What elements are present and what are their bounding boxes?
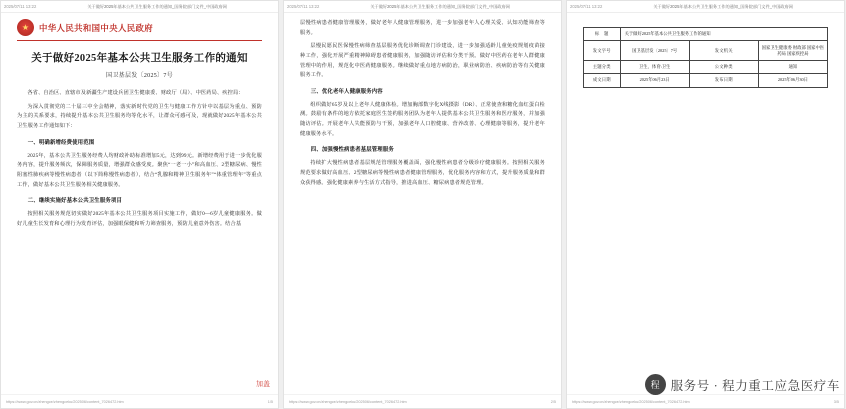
page-1-content bbox=[1, 13, 278, 394]
meta-value: 卫生、体育\卫生 bbox=[620, 60, 689, 73]
meta-value: 通知 bbox=[758, 60, 827, 73]
browser-tab-bar-1 bbox=[1, 1, 278, 13]
watermark-text: 服务号 · 程力重工应急医疗车 bbox=[670, 378, 840, 393]
tab-title-3: 关于做好2025年基本公共卫生服务工作的通知_国务院部门文件_中国政府网 bbox=[653, 3, 793, 9]
footer-url-2: https://www.gov.cn/zhengce/zhengceku/202506/content_7026472.htm bbox=[289, 399, 407, 404]
document-metadata-table bbox=[583, 27, 828, 88]
table-row bbox=[584, 60, 828, 73]
footer-page-number-1: 1/5 bbox=[267, 399, 273, 404]
paragraph: 层慢性病患者健康管理服务，做好老年人健康管理服务，进一步加强老年人心理关爱、认知功能筛查等服务。 bbox=[300, 20, 545, 36]
meta-value: 国家卫生健康委 财政部 国家中医药局 国家疾控局 bbox=[758, 41, 827, 60]
meta-value: 国卫基层发〔2025〕7号 bbox=[620, 41, 689, 60]
timestamp-2: 2025/07/11 13:22 bbox=[287, 4, 320, 9]
meta-value: 2025年06月23日 bbox=[620, 74, 689, 87]
meta-value: 关于做好2025年基本公共卫生服务工作的通知 bbox=[620, 28, 827, 41]
table-row bbox=[584, 74, 828, 87]
tab-title-2: 关于做好2025年基本公共卫生服务工作的通知_国务院部门文件_中国政府网 bbox=[370, 3, 510, 9]
gov-name-label: 中华人民共和国中央人民政府 bbox=[39, 23, 154, 33]
document-page-1[interactable] bbox=[0, 0, 279, 409]
document-title: 关于做好2025年基本公共卫生服务工作的通知 bbox=[31, 53, 248, 64]
page-3-content bbox=[567, 13, 844, 394]
meta-label: 发文机关 bbox=[689, 41, 758, 60]
gov-masthead bbox=[17, 19, 262, 41]
footer-page-number-3: 3/5 bbox=[833, 399, 839, 404]
section-heading: 三、优化老年人健康服务内容 bbox=[310, 88, 383, 95]
page-footer-2 bbox=[284, 394, 561, 408]
paragraph: 为深入贯彻党的二十届三中全会精神，落实新时代党的卫生与健康工作方针中以基层为重点、预防为主的关系要求，持续提升基本公共卫生服务均等化水平，让群众可感可及，现就做好2025年基本公共卫生服务工作通知如下： bbox=[17, 103, 262, 130]
tab-title-1: 关于做好2025年基本公共卫生服务工作的通知_国务院部门文件_中国政府网 bbox=[87, 3, 227, 9]
document-page-2[interactable] bbox=[283, 0, 562, 409]
page-2-content bbox=[284, 13, 561, 394]
footer-url-1: https://www.gov.cn/zhengce/zhengceku/202506/content_7026472.htm bbox=[6, 399, 124, 404]
national-emblem-icon: ★ bbox=[17, 19, 34, 36]
meta-label: 标 题 bbox=[584, 28, 621, 41]
meta-label: 主题分类 bbox=[584, 60, 621, 73]
meta-label: 公文种类 bbox=[689, 60, 758, 73]
seal-mark: 加盖 bbox=[256, 379, 270, 388]
timestamp-3: 2025/07/11 13:22 bbox=[570, 4, 603, 9]
browser-tab-bar-2 bbox=[284, 1, 561, 13]
section-heading: 四、加强慢性病患者基层管理服务 bbox=[310, 147, 394, 154]
table-row bbox=[584, 41, 828, 60]
paragraph: 各省、自治区、直辖市及新疆生产建设兵团卫生健康委、财政厅（局）、中医药局、疾控局： bbox=[27, 90, 244, 97]
page-footer-3 bbox=[567, 394, 844, 408]
page-footer-1 bbox=[1, 394, 278, 408]
paragraph: 层慢民愿民医保慢性病筛查基层服务优化诊断调查门诊建设，进一步加强适龄儿童免疫规划疫苗接种工作，强化开展严重精神障碍患者健康服务，加强随访评估和分类干预。做好中医药在老年人群健康管理中的作用，规范化中医药健康服务。继续做好重点地方病防治，职业病防治、疾病防治等有关健康服务工作。 bbox=[300, 43, 545, 79]
meta-label: 成文日期 bbox=[584, 74, 621, 87]
document-number: 国卫基层发〔2025〕7号 bbox=[106, 73, 173, 80]
paragraph: 组织做好65岁及以上老年人健康体检。增加胸部数字化X线摄影（DR）、正常使查和糖化血红蛋白检测。鼓励有条件的地方依托家庭医生签约服务团队为老年人提供基本公共卫生服务和医疗服务，并加强随访评估。开展老年人失能预防与干预，加强老年人口腔健康、营养改善、心理健康等服务，提升老年健康服务水平。 bbox=[300, 101, 545, 137]
footer-page-number-2: 2/5 bbox=[550, 399, 556, 404]
timestamp-1: 2025/07/11 13:22 bbox=[4, 4, 37, 9]
meta-value: 2025年06月30日 bbox=[758, 74, 827, 87]
paragraph: 按照相关服务规范切实做好2025年基本公共卫生服务项目实施工作，做好0—6岁儿童健康服务。做好儿童生长发育和心理行为发育评估，加强眼保健和听力筛查服务，预防儿童意外伤害。结合基 bbox=[17, 211, 262, 227]
table-row bbox=[584, 28, 828, 41]
section-heading: 一、明确新增经费使用范围 bbox=[27, 139, 95, 146]
paragraph: 持续扩大慢性病患者基层规范管理服务覆盖面，强化慢性病患者分级诊疗健康服务。按照相关服务规范要求做好高血压、2型糖尿病等慢性病患者健康管理服务，优化服务内容和方式，提升服务质量和群众获得感。强化健康素养与生活方式指导，推进高血压、糖尿病患者规范管理。 bbox=[300, 160, 545, 186]
watermark-logo-icon: 程 bbox=[645, 374, 666, 395]
browser-tab-bar-3 bbox=[567, 1, 844, 13]
paragraph: 2025年，基本公共卫生服务经费人均财政补助标准增加5元，达到99元。新增经费用于进一步优化服务内容，提升服务频次，保障服务质量，增强群众感受度。聚焦“一老一小”和高血压、2型糖尿病、慢性阻塞性肺疾病等慢性病患者（以下简称慢性病患者），结合“乳腺和精神卫生服务年”“体重管理年”等重点工作，做好基本公共卫生服务相关健康服务。 bbox=[17, 152, 262, 188]
section-heading: 二、继续实施好基本公共卫生服务项目 bbox=[27, 198, 122, 205]
meta-label: 发布日期 bbox=[689, 74, 758, 87]
document-page-3[interactable] bbox=[566, 0, 845, 409]
footer-url-3: https://www.gov.cn/zhengce/zhengceku/202506/content_7026472.htm bbox=[572, 399, 690, 404]
meta-label: 发文字号 bbox=[584, 41, 621, 60]
